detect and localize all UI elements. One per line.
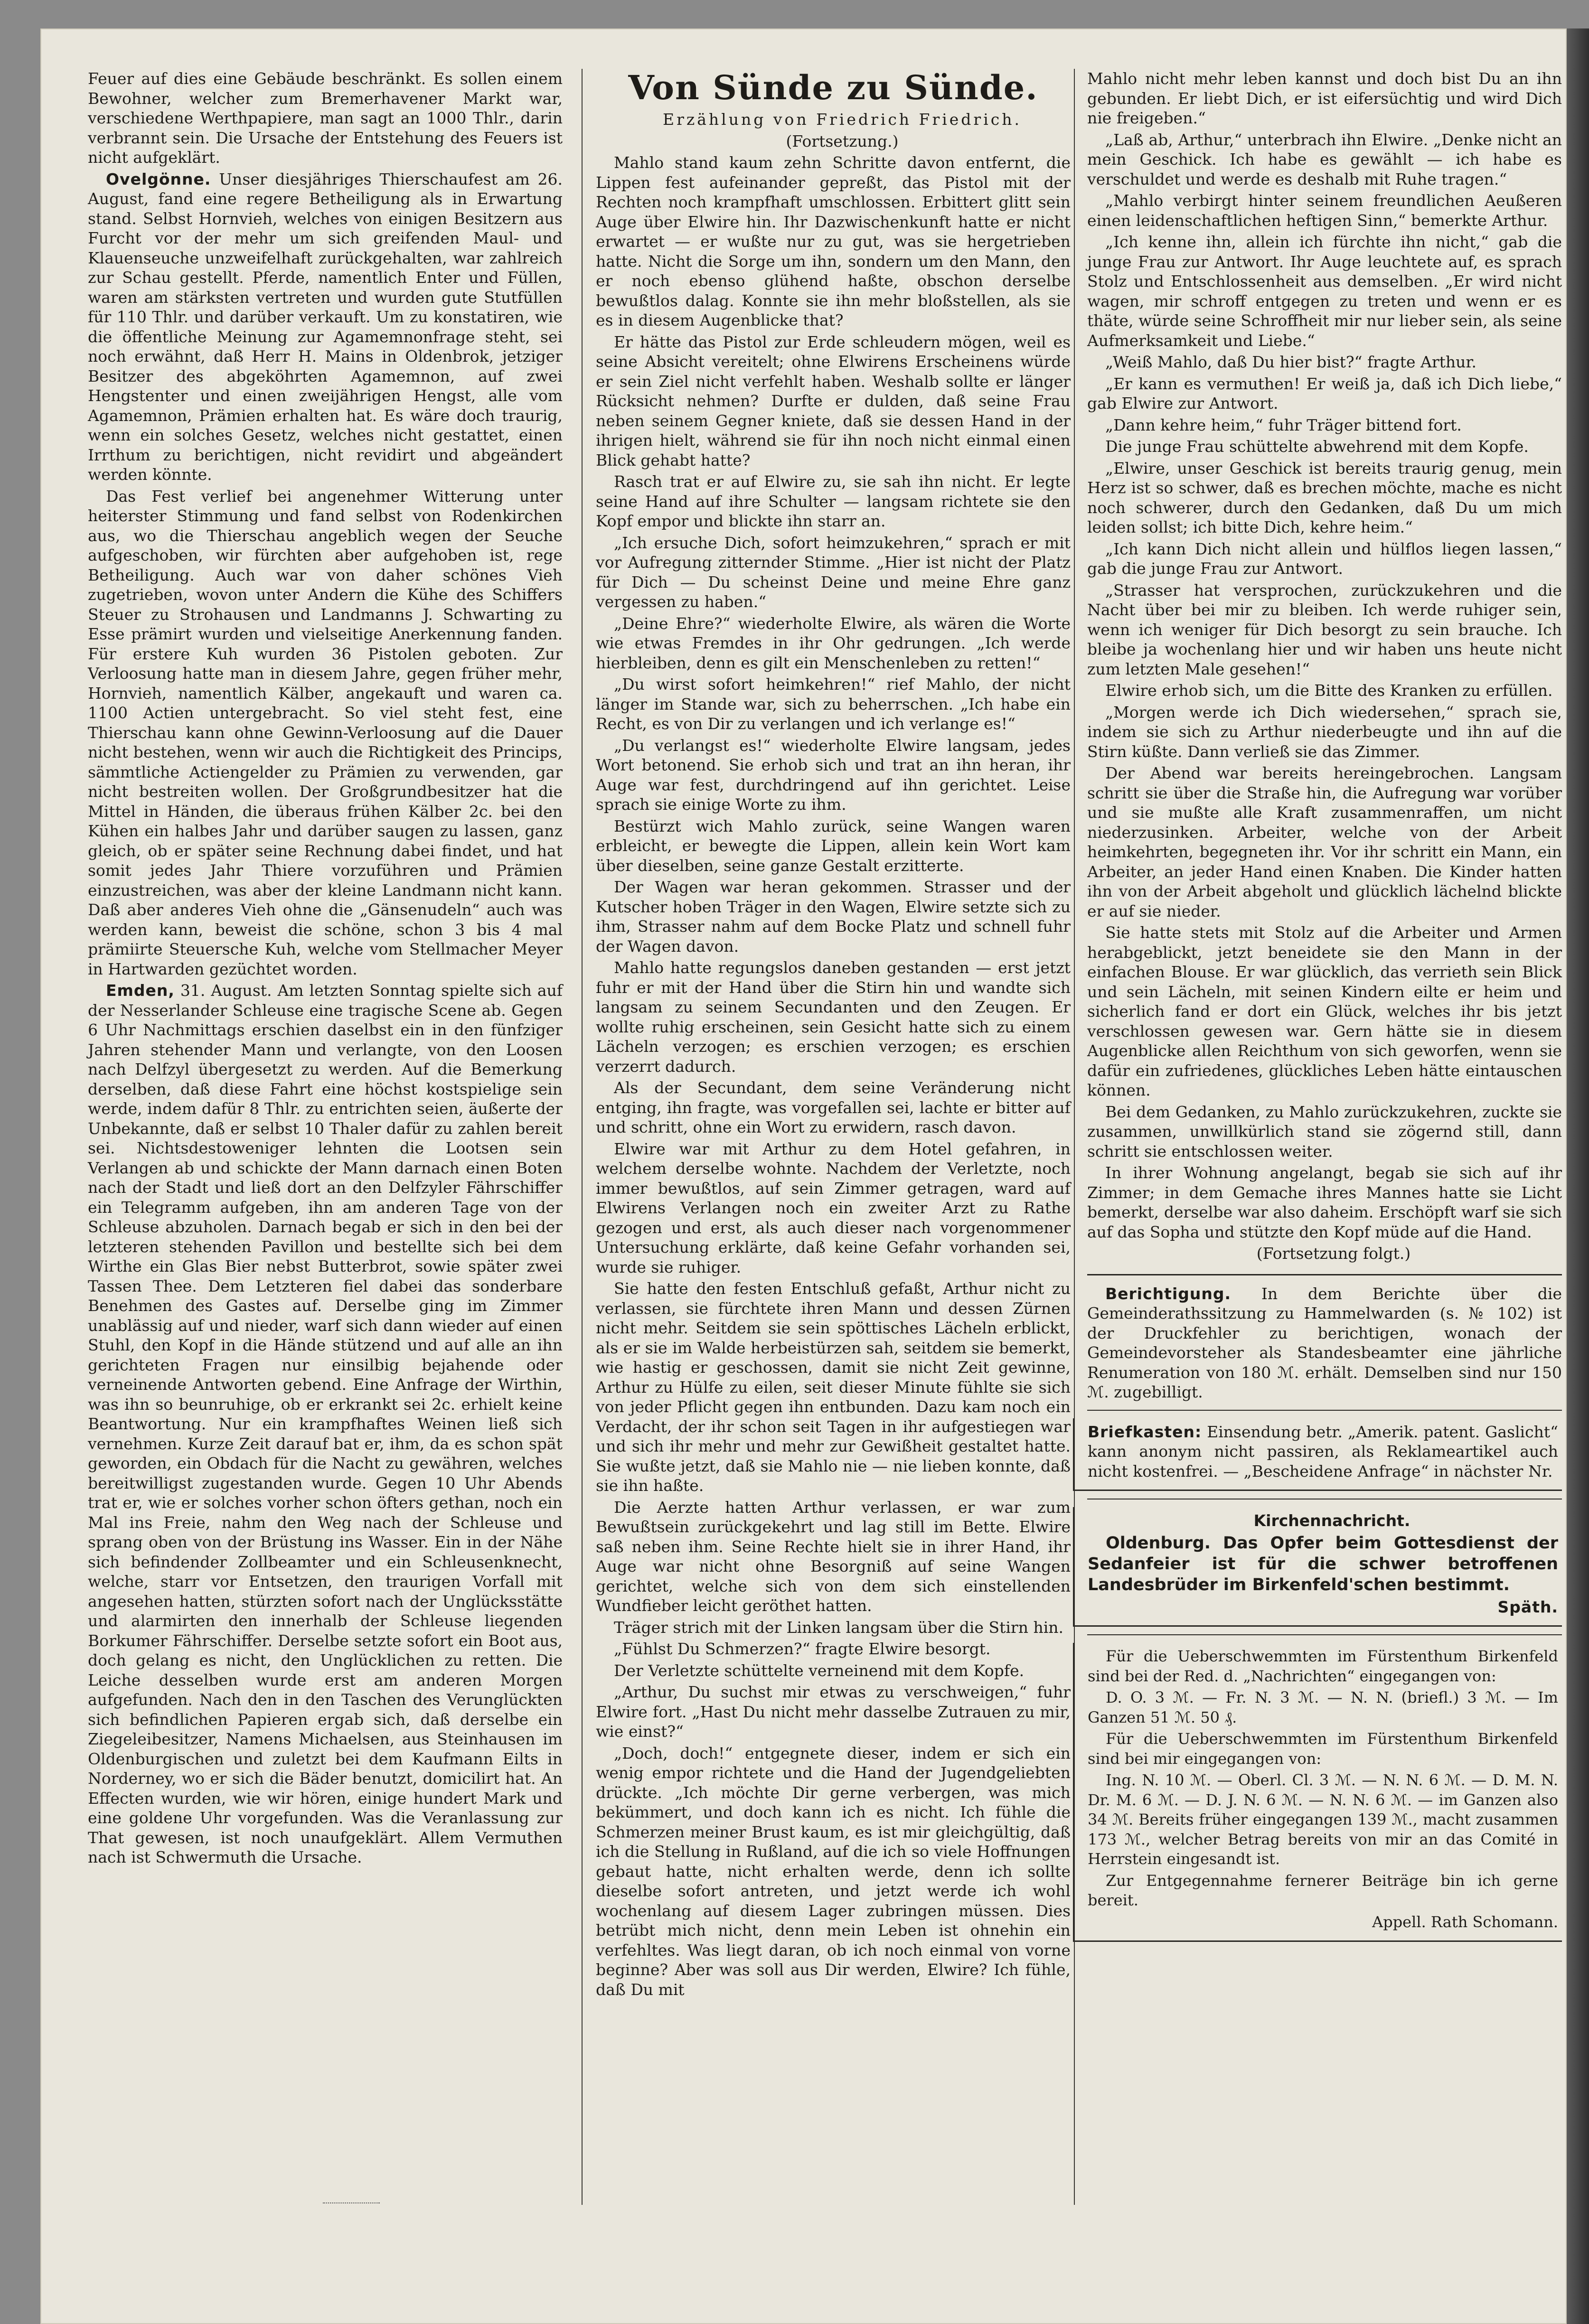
column-rule (582, 69, 583, 2205)
story-paragraph: Mahlo stand kaum zehn Schritte davon entfernt, die Lippen fest aufeinander gepreßt, das Pistol mit der Rechten noch krampfhaft umschlossen. Erbittert glitt sein Auge über Elwire hin. Ihr Dazwischenkunft hatte er nicht erwartet — er wußte nur zu gut, was sie hergetrieben hatte. Nicht die Sorge um ihn, sondern um den Mann, den er noch ebenso glühend haßte, obschon derselbe bewußtlos dalag. Konnte sie ihn mehr bloßstellen, als sie es in diesem Augenblicke that? (596, 153, 1071, 329)
donations-paragraph: D. O. 3 ℳ. — Fr. N. 3 ℳ. — N. N. (briefl.) 3 ℳ. — Im Ganzen 51 ℳ. 50 ₰. (1088, 1688, 1558, 1726)
section-divider (1087, 1634, 1562, 1635)
story-paragraph: „Ich kann Dich nicht allein und hülflos liegen lassen,“ gab die junge Frau zur Antwort. (1087, 539, 1562, 578)
correction-heading: Berichtigung. (1105, 1284, 1232, 1303)
story-paragraph: „Elwire, unser Geschick ist bereits traurig genug, mein Herz ist so schwer, daß es brechen möchte, mache es nicht noch schwerer, durch den Gedanken, daß Du um mich leiden sollst; ich bitte Dich, kehre heim.“ (1087, 459, 1562, 536)
letterbox-notice (1073, 1418, 1562, 1491)
place-heading: Ovelgönne. (106, 169, 211, 188)
news-fire-end: Feuer auf dies eine Gebäude beschränkt. Es sollen einem Bewohner, welcher zum Bremerhavener Markt war, verschiedene Werthpapiere, man sagt an 1000 Thlr., darin verbrannt sein. Die Ursache der Entstehung des Feuers ist nicht aufgeklärt. (88, 69, 563, 167)
church-heading: Kirchennachricht. (1253, 1511, 1410, 1530)
story-paragraph: Der Abend war bereits hereingebrochen. Langsam schritt sie über die Straße hin, die Aufregung war vorüber und sie mußte alle Kraft zusammenraffen, um nicht niederzusinken. Arbeiter, welche von der Arbeit heimkehrten, begegneten ihr. Vor ihr schritt ein Mann, ein Arbeiter, an jeder Hand einen Knaben. Die Kinder hatten ihn von der Arbeit abgeholt und glücklich lächelnd blickte er auf sie nieder. (1087, 764, 1562, 920)
story-paragraph: „Laß ab, Arthur,“ unterbrach ihn Elwire. „Denke nicht an mein Geschick. Ich habe es gewählt — ich habe es verschuldet und werde es deshalb mit Ruhe tragen.“ (1087, 130, 1562, 188)
story-paragraph: „Doch, doch!“ entgegnete dieser, indem er sich ein wenig empor richtete und die Hand der Jugendgeliebten drückte. „Ich möchte Dir gerne verbergen, was mich bekümmert, und doch kann ich es nicht. Ich fühle die Schmerzen meiner Brust kaum, es ist mir gleichgültig, daß ich die Stellung in Rußland, auf die ich so viele Hoffnungen gebaut hatte, nicht erhalten werde, denn ich sollte dieselbe sofort antreten, und jetzt werde ich wohl wochenlang auf diesem Lager zubringen müssen. Dies betrübt mich nicht, denn mein Leben ist ohnehin ein verfehltes. Was liegt daran, ob ich noch einmal von vorne beginne? Aber was soll aus Dir werden, Elwire? Ich fühle, daß Du mit (596, 1743, 1071, 1999)
story-paragraph: Elwire erhob sich, um die Bitte des Kranken zu erfüllen. (1105, 681, 1553, 700)
correction-notice (1087, 1284, 1562, 1402)
story-paragraph: Der Wagen war heran gekommen. Strasser und der Kutscher hoben Träger in den Wagen, Elwire setzte sich zu ihm, Strasser nahm auf dem Bocke Platz und schnell fuhr der Wagen davon. (596, 878, 1071, 956)
donations-paragraph: Zur Entgegennahme fernerer Beiträge bin ich gerne bereit. (1088, 1871, 1558, 1909)
donations-paragraph: Ing. N. 10 ℳ. — Oberl. Cl. 3 ℳ. — N. N. 6 ℳ. — D. M. N. Dr. M. 6 ℳ. — D. J. N. 6 ℳ. — N. N. 6 ℳ. — im Ganzen also 34 ℳ. Bereits früher eingegangen 139 ℳ., macht zusammen 173 ℳ., welcher Betrag bereits von mir an das Comité in Herrstein eingesandt ist. (1088, 1771, 1558, 1868)
column-serial-story (596, 69, 1071, 2205)
story-paragraph: Die Aerzte hatten Arthur verlassen, er war zum Bewußtsein zurückgekehrt und lag still im Bette. Elwire saß neben ihm. Seine Rechte hielt sie in ihrer Hand, ihr Auge war nicht ohne Besorgniß auf seine Wangen gerichtet, welche sich von dem sich einstellenden Wundfieber leicht geröthet hatten. (596, 1498, 1071, 1615)
donations-signature: Appell. Rath Schomann. (1372, 1912, 1558, 1931)
story-paragraph: „Mahlo verbirgt hinter seinem freundlichen Aeußeren einen leidenschaftlichen heftigen Sinn,“ bemerkte Arthur. (1087, 191, 1562, 230)
story-paragraph: „Dann kehre heim,“ fuhr Träger bittend fort. (1105, 415, 1462, 434)
story-paragraph: Bei dem Gedanken, zu Mahlo zurückzukehren, zuckte sie zusammen, unwillkürlich stand sie zögernd still, dann schritt sie entschlossen weiter. (1087, 1102, 1562, 1161)
donations-paragraph: Für die Ueberschwemmten im Fürstenthum Birkenfeld sind bei der Red. d. „Nachrichten“ eingegangen von: (1088, 1647, 1558, 1685)
letterbox-heading: Briefkasten: (1088, 1422, 1202, 1441)
story-paragraph: Sie hatte stets mit Stolz auf die Arbeiter und Armen herabgeblickt, jetzt beneidete sie den Mann in der einfachen Blouse. Er war glücklich, das verrieth sein Blick und sein Lächeln, mit seinen Kindern eilte er heim und sicherlich fand er dort ein Glück, welches ihr bis jetzt verschlossen gewesen war. Gern hätte sie in diesem Augenblicke allen Reichthum von sich geworfen, wenn sie dafür ein zufriedenes, glückliches Leben hätte eintauschen können. (1087, 923, 1562, 1099)
story-paragraph: Der Verletzte schüttelte verneinend mit dem Kopfe. (614, 1661, 1025, 1680)
news-ovelgoenne (88, 169, 563, 485)
church-notice (1073, 1507, 1562, 1627)
news-emden (88, 981, 563, 1867)
news-paragraph: Das Fest verlief bei angenehmer Witterung unter heiterster Stimmung und fand selbst von Rodenkirchen aus, wo die Thierschau angeblich wegen der Seuche aufgeschoben, wir fürchten aber aufgehoben ist, rege Betheiligung. Auch war von daher schönes Vieh zugetrieben, wovon unter Andern die Kühe des Schiffers Steuer zu Strohausen und Landmanns J. Schwarting zu Esse prämirt wurden und vielseitige Anerkennung fanden. Für erstere Kuh wurden 36 Pistolen geboten. Zur Verloosung hatte man in diesem Jahre, gegen früher mehr, Hornvieh, namentlich Kälber, angekauft und waren ca. 1100 Actien untergebracht. So viel steht fest, eine Thierschau kann ohne Gewinn-Verloosung auf die Dauer nicht bestehen, wenn wir auch die Richtigkeit des Princips, sämmtliche Actiengelder zu Prämien zu verwenden, gar nicht bestreiten wollen. Der Großgrundbesitzer hat die Mittel in Händen, die überaus frühen Kälber 2c. bei den Kühen ein halbes Jahr und darüber saugen zu lassen, ganz gleich, ob er später seine Rechnung dabei findet, und hat somit jedes Jahr Thiere vorzuführen und Prämien einzustreichen, was aber der kleine Landmann nicht kann. Daß aber anderes Vieh ohne die „Gänsenudeln“ auch was werden kann, beweist die schöne, schon 3 bis 4 mal prämiirte Steuersche Kuh, welche vom Stellmacher Meyer in Hartwarden gezüchtet worden. (88, 487, 563, 978)
story-paragraph: Er hätte das Pistol zur Erde schleudern mögen, weil es seine Absicht vereitelt; ohne Elwirens Erscheinens würde er sein Ziel nicht verfehlt haben. Weshalb sollte er länger Rücksicht nehmen? Durfte er dulden, daß seine Frau neben seinem Gegner kniete, daß sie dessen Hand in der ihrigen hielt, während sie für ihn noch nicht einmal einen Blick gehabt hatte? (596, 332, 1071, 469)
story-paragraph: Elwire war mit Arthur zu dem Hotel gefahren, in welchem derselbe wohnte. Nachdem der Verletzte, noch immer bewußtlos, auf sein Zimmer getragen, ward auf Elwirens Verlangen noch ein zweiter Arzt zu Rathe gezogen und erst, als auch dieser nach vorgenommener Untersuchung erklärte, daß keine Gefahr vorhanden sei, wurde sie ruhiger. (596, 1139, 1071, 1276)
story-paragraph: „Ich kenne ihn, allein ich fürchte ihn nicht,“ gab die junge Frau zur Antwort. Ihr Auge leuchtete auf, es sprach Stolz und Entschlossenheit aus demselben. „Er wird nicht wagen, mir schroff entgegen zu treten und wenn er es thäte, würde seine Schroffheit mir nur lieber sein, als seine Aufmerksamkeit und Liebe.“ (1087, 233, 1562, 350)
correction-text: In dem Berichte über die Gemeinderathssitzung zu Hammelwarden (s. № 102) ist der Druckfehler zu berichtigen, wonach der Gemeindevorsteher als Standesbeamter eine jährliche Renumeration von 180 ℳ. erhält. Demselben sind nur 150 ℳ. zugebilligt. (1087, 1284, 1562, 1401)
story-paragraph: Bestürzt wich Mahlo zurück, seine Wangen waren erbleicht, er bewegte die Lippen, allein kein Wort kam über dieselben, seine ganze Gestalt erzitterte. (596, 816, 1071, 875)
story-paragraph: „Du wirst sofort heimkehren!“ rief Mahlo, der nicht länger im Stande war, sich zu beherrschen. „Ich habe ein Recht, es von Dir zu verlangen und ich verlange es!“ (596, 675, 1071, 733)
story-continuation-note: (Fortsetzung.) (786, 131, 899, 150)
church-text: Oldenburg. Das Opfer beim Gottesdienst der Sedanfeier ist für die schwer betroffenen Landesbrüder im Birkenfeld'schen bestimmt. (1088, 1533, 1558, 1594)
section-divider (1087, 1274, 1562, 1275)
page-edge (1567, 28, 1589, 2324)
story-paragraph: „Deine Ehre?“ wiederholte Elwire, als wären die Worte wie etwas Fremdes in ihr Ohr gedrungen. „Ich werde hierbleiben, denn es gilt ein Menschenleben zu retten!“ (596, 614, 1071, 672)
letterbox-paragraph (1088, 1422, 1558, 1481)
story-byline: Erzählung von Friedrich Friedrich. (663, 110, 1022, 129)
story-paragraph: Mahlo nicht mehr leben kannst und doch bist Du an ihn gebunden. Er liebt Dich, er ist eifersüchtig und wird Dich nie freigeben.“ (1087, 69, 1562, 127)
donations-notice (1073, 1643, 1562, 1942)
church-signature: Späth. (1497, 1597, 1558, 1616)
story-paragraph: „Strasser hat versprochen, zurückzukehren und die Nacht über bei mir zu bleiben. Ich werde ruhiger sein, wenn ich weniger für Dich besorgt zu sein brauche. Ich bleibe ja wochenlang hier und wir haben uns heute nicht zum letzten Male gesehen!“ (1087, 581, 1562, 678)
story-paragraph: „Du verlangst es!“ wiederholte Elwire langsam, jedes Wort betonend. Sie erhob sich und trat an ihn heran, ihr Auge war fest, durchdringend auf ihn gerichtet. Leise sprach sie einige Worte zu ihm. (596, 736, 1071, 814)
column-local-news (88, 69, 563, 2205)
story-paragraph: Die junge Frau schüttelte abwehrend mit dem Kopfe. (1105, 437, 1529, 456)
story-closing-note: (Fortsetzung folgt.) (1256, 1244, 1411, 1263)
story-paragraph: In ihrer Wohnung angelangt, begab sie sich auf ihr Zimmer; in dem Gemache ihres Mannes hatte sie Licht bemerkt, derselbe war also daheim. Erschöpft warf sie sich auf das Sopha und stützte den Kopf müde auf die Hand. (1087, 1163, 1562, 1241)
story-paragraph: Rasch trat er auf Elwire zu, sie sah ihn nicht. Er legte seine Hand auf ihre Schulter — langsam richtete sie den Kopf empor und blickte ihn starr an. (596, 472, 1071, 530)
story-paragraph: „Er kann es vermuthen! Er weiß ja, daß ich Dich liebe,“ gab Elwire zur Antwort. (1087, 374, 1562, 412)
story-paragraph: „Fühlst Du Schmerzen?“ fragte Elwire besorgt. (614, 1640, 991, 1658)
story-paragraph: Träger strich mit der Linken langsam über die Stirn hin. (614, 1618, 1063, 1637)
story-paragraph: Als der Secundant, dem seine Veränderung nicht entging, ihn fragte, was vorgefallen sei, lachte er bitter auf und schritt, ohne ein Wort zu erwidern, rasch davon. (596, 1078, 1071, 1136)
news-text: Unser diesjähriges Thierschaufest am 26. August, fand eine regere Betheiligung als in Erwartung stand. Selbst Hornvieh, welches von einigen Besitzern aus Furcht vor der mehr um sich greifenden Maul- und Klauenseuche unzweifelhaft zurückgehalten, war zahlreich zur Schau gestellt. Pferde, namentlich Enter und Füllen, waren am stärksten vertreten und wurden gute Stutfüllen für 110 Thlr. und darüber verkauft. Um zu konstatiren, wie die öffentliche Meinung zur Agamemnonfrage steht, sei noch erwähnt, daß Herr H. Mains in Oldenbrok, jetziger Besitzer des abgeköhrten Agamemnon, auf zwei Hengstenter und einen zweijährigen Hengst, alle vom Agamemnon, Prämien erhalten hat. Es wäre doch traurig, wenn ein solches Gesetz, welches nicht gestattet, einen Irrthum zu berichtigen, nicht revidirt und abgeändert werden könnte. (88, 169, 563, 484)
end-rule (323, 2202, 380, 2205)
section-divider (1087, 1410, 1562, 1411)
story-title: Von Sünde zu Sünde. (628, 68, 1038, 107)
donations-paragraph: Für die Ueberschwemmten im Fürstenthum Birkenfeld sind bei mir eingegangen von: (1088, 1730, 1558, 1768)
story-paragraph: „Ich ersuche Dich, sofort heimzukehren,“ sprach er mit vor Aufregung zitternder Stimme. „Hier ist nicht der Platz für Dich — Du scheinst Deine und meine Ehre ganz vergessen zu haben.“ (596, 533, 1071, 611)
story-paragraph: „Weiß Mahlo, daß Du hier bist?“ fragte Arthur. (1105, 353, 1477, 371)
news-text: 31. August. Am letzten Sonntag spielte sich auf der Nesserlander Schleuse eine tragische Scene ab. Gegen 6 Uhr Nachmittags erschien daselbst ein in den fünfziger Jahren stehender Mann und verlangte, von den Loosen nach Delfzyl übergesetzt zu werden. Auf die Bemerkung derselben, daß diese Fahrt eine höchst kostspielige sein werde, indem dafür 8 Thlr. zu entrichten seien, äußerte der Unbekannte, daß er selbst 10 Thaler dafür zu zahlen bereit sei. Nichtsdestoweniger lehnten die Lootsen sein Verlangen ab und schickte der Mann darnach einen Boten nach der Stadt und ließ dort an den Delfzyler Fährschiffer ein Telegramm aufgeben, ihn am anderen Tage von der Schleuse abzuholen. Darnach begab er sich in den bei der letzteren stehenden Pavillon und bestellte sich bei dem Wirthe ein Glas Bier nebst Butterbrot, sowie später zwei Tassen Thee. Dem Letzteren fiel dabei das sonderbare Benehmen des Gastes auf. Derselbe ging im Zimmer unablässig auf und nieder, warf sich dann wieder auf einen Stuhl, den Kopf in die Hände stützend und auf alle an ihn gerichteten Fragen nur einsilbig bejahende oder verneinende Antworten gebend. Eine Anfrage der Wirthin, was ihn so beunruhige, ob er erkrankt sei 2c. erhielt keine Beantwortung. Nur ein krampfhaftes Weinen ließ sich vernehmen. Kurze Zeit darauf bat er, ihm, da es schon spät geworden, ein Obdach für die Nacht zu gewähren, welches bereitwilligst zugestanden wurde. Gegen 10 Uhr Abends trat er, wie er solches vorher schon öfters gethan, noch ein Mal ins Freie, nahm den Weg nach der Schleuse und sprang oben von der Brüstung ins Wasser. Ein in der Nähe sich befindender Zollbeamter und ein Schleusenknecht, welche, starr vor Entsetzen, den traurigen Vorfall mit angesehen hatten, stürzten sofort nach der Unglücksstätte und alarmirten den innerhalb der Schleuse liegenden Borkumer Fährschiffer. Derselbe setzte sofort ein Boot aus, doch gelang es nicht, den Unglücklichen zu retten. Die Leiche desselben wurde erst am anderen Morgen aufgefunden. Nach den in den Taschen des Verunglückten sich befindlichen Papieren ergab sich, daß derselbe ein Ziegeleibesitzer, Namens Michaelsen, aus Steinhausen im Oldenburgischen und zuletzt bei dem Kaufmann Eilts in Norderney, wo er sich die Bäder benutzt, domicilirt hat. An Effecten wurden, wie wir hören, einige hundert Mark und eine goldene Uhr vorgefunden. Was die Veranlassung zur That gewesen, ist noch unaufgeklärt. Allem Vermuthen nach ist Schwermuth die Ursache. (88, 981, 563, 1866)
letterbox-text: Einsendung betr. „Amerik. patent. Gaslicht“ kann anonym nicht passiren, als Reklameartikel auch nicht kostenfrei. — „Bescheidene Anfrage“ in nächster Nr. (1088, 1422, 1558, 1481)
column-story-and-notices (1087, 69, 1562, 2233)
story-paragraph: „Arthur, Du suchst mir etwas zu verschweigen,“ fuhr Elwire fort. „Hast Du nicht mehr dasselbe Zutrauen zu mir, wie einst?“ (596, 1683, 1071, 1741)
story-paragraph: Sie hatte den festen Entschluß gefaßt, Arthur nicht zu verlassen, sie fürchtete ihren Mann und dessen Zürnen nicht mehr. Seitdem sie sein spöttisches Lächeln erblickt, als er sie im Walde herbeistürzen sah, seitdem sie bemerkt, wie hastig er geschossen, damit sie nicht Zeit gewinne, Arthur zu Hülfe zu eilen, seit dieser Minute fühlte sie sich von jeder Pflicht gegen ihn entbunden. Dazu kam noch ein Verdacht, der ihr schon seit Tagen in ihr aufgestiegen war und sich ihr mehr und mehr zur Gewißheit gestaltet hatte. Sie wußte jetzt, daß sie Mahlo nie — nie lieben konnte, daß sie ihn haßte. (596, 1279, 1071, 1495)
place-heading: Emden, (106, 981, 175, 1000)
story-paragraph: „Morgen werde ich Dich wiedersehen,“ sprach sie, indem sie sich zu Arthur niederbeugte und ihn auf die Stirn küßte. Dann verließ sie das Zimmer. (1087, 703, 1562, 761)
story-paragraph: Mahlo hatte regungslos daneben gestanden — erst jetzt fuhr er mit der Hand über die Stirn hin und wandte sich langsam zu seinem Secundanten und den Zeugen. Er wollte ruhig erscheinen, sein Gesicht hatte sich zu einem Lächeln verzogen; es erschien verzogen; es erschien verzerrt dadurch. (596, 958, 1071, 1076)
